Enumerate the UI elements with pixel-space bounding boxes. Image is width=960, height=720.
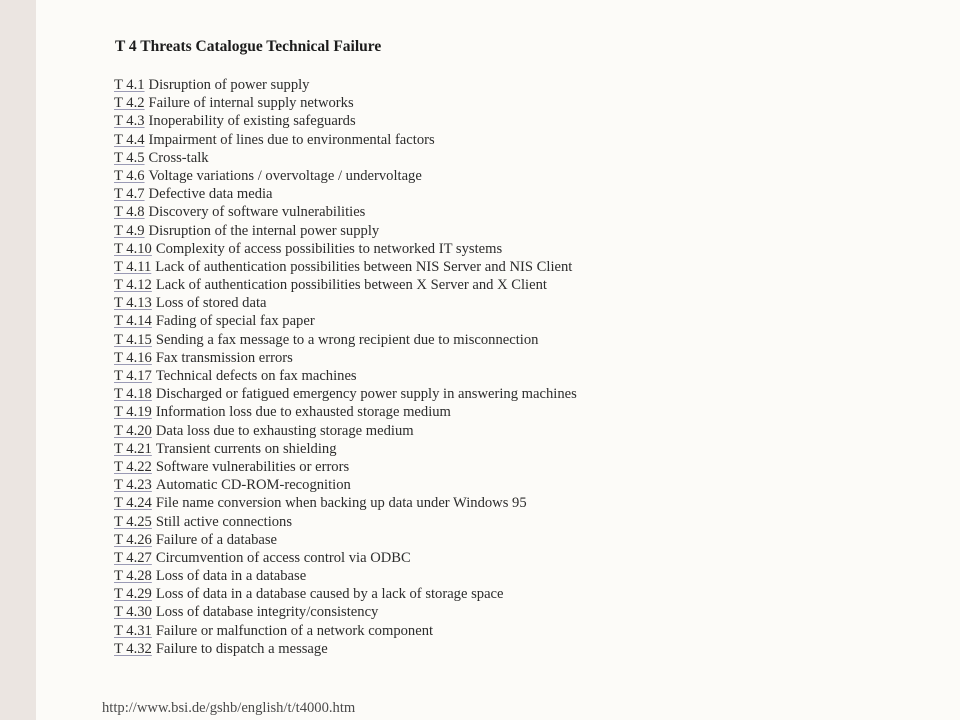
threat-title: File name conversion when backing up data under Windows 95 (155, 495, 527, 512)
threat-list-item[interactable] (114, 258, 577, 276)
threat-title: Loss of stored data (155, 295, 267, 312)
threat-list-item[interactable] (114, 585, 577, 603)
threat-title: Discharged or fatigued emergency power supply in answering machines (155, 386, 577, 403)
threat-code-link[interactable]: T 4.18 (114, 386, 152, 403)
threat-title: Transient currents on shielding (155, 440, 337, 457)
threat-code-link[interactable]: T 4.21 (114, 440, 152, 457)
threat-title: Information loss due to exhausted storage medium (155, 404, 451, 421)
threat-title: Technical defects on fax machines (155, 368, 357, 384)
threat-code-link[interactable]: T 4.30 (114, 604, 152, 621)
threat-list-item[interactable] (114, 385, 577, 403)
threat-list-item[interactable] (114, 185, 577, 203)
threat-title: Disruption of power supply (148, 77, 310, 93)
threat-list-item[interactable] (114, 94, 577, 112)
threat-list-item[interactable] (114, 367, 577, 385)
threat-list-item[interactable] (114, 476, 577, 494)
threat-code-link[interactable]: T 4.13 (114, 295, 152, 312)
threat-code-link[interactable]: T 4.20 (114, 422, 152, 439)
threat-code-link[interactable]: T 4.29 (114, 586, 152, 603)
threat-title: Lack of authentication possibilities between NIS Server and NIS Client (155, 258, 573, 275)
threat-list (114, 76, 577, 658)
threat-list-item[interactable] (114, 167, 577, 185)
threat-code-link[interactable]: T 4.23 (114, 477, 152, 494)
threat-list-item[interactable] (114, 531, 577, 549)
threat-title: Disruption of the internal power supply (148, 222, 380, 239)
threat-title: Discovery of software vulnerabilities (148, 204, 366, 221)
threat-list-item[interactable] (114, 440, 577, 458)
threat-title: Circumvention of access control via ODBC (155, 549, 411, 566)
threat-list-item[interactable] (114, 76, 577, 94)
threat-code-link[interactable]: T 4.25 (114, 513, 152, 530)
threat-code-link[interactable]: T 4.2 (114, 95, 145, 112)
threat-list-item[interactable] (114, 422, 577, 440)
threat-title: Failure of internal supply networks (148, 95, 354, 112)
threat-code-link[interactable]: T 4.16 (114, 349, 152, 366)
threat-code-link[interactable]: T 4.1 (114, 77, 145, 93)
threat-list-item[interactable] (114, 331, 577, 349)
threat-list-item[interactable] (114, 112, 577, 130)
threat-code-link[interactable]: T 4.3 (114, 113, 145, 130)
threat-code-link[interactable]: T 4.28 (114, 568, 152, 585)
threat-list-item[interactable] (114, 494, 577, 512)
threat-title: Failure to dispatch a message (155, 640, 328, 657)
threat-list-item[interactable] (114, 403, 577, 421)
threat-code-link[interactable]: T 4.7 (114, 186, 145, 203)
threat-list-item[interactable] (114, 549, 577, 567)
threat-code-link[interactable]: T 4.19 (114, 404, 152, 421)
threat-title: Software vulnerabilities or errors (155, 458, 350, 475)
threat-list-item[interactable] (114, 622, 577, 640)
page-title: T 4 Threats Catalogue Technical Failure (115, 38, 382, 55)
source-url: http://www.bsi.de/gshb/english/t/t4000.htm (102, 700, 356, 716)
threat-code-link[interactable]: T 4.6 (114, 167, 145, 184)
threat-code-link[interactable]: T 4.22 (114, 458, 152, 475)
threat-code-link[interactable]: T 4.26 (114, 531, 152, 548)
threat-title: Failure of a database (155, 531, 277, 548)
threat-code-link[interactable]: T 4.8 (114, 204, 145, 221)
threat-title: Loss of data in a database (155, 568, 307, 585)
threat-code-link[interactable]: T 4.5 (114, 149, 145, 166)
threat-code-link[interactable]: T 4.32 (114, 640, 152, 657)
threat-title: Cross-talk (148, 149, 209, 166)
threat-code-link[interactable]: T 4.11 (114, 258, 152, 275)
left-page-margin (0, 0, 36, 720)
threat-code-link[interactable]: T 4.12 (114, 277, 152, 294)
threat-list-item[interactable] (114, 567, 577, 585)
threat-list-item[interactable] (114, 203, 577, 221)
threat-list-item[interactable] (114, 640, 577, 658)
threat-title: Lack of authentication possibilities between X Server and X Client (155, 277, 547, 294)
threat-title: Automatic CD-ROM-recognition (155, 477, 351, 494)
threat-title: Defective data media (148, 186, 273, 203)
threat-title: Still active connections (155, 513, 293, 530)
threat-title: Sending a fax message to a wrong recipient due to misconnection (155, 331, 539, 348)
threat-list-item[interactable] (114, 349, 577, 367)
threat-code-link[interactable]: T 4.9 (114, 222, 145, 239)
threat-title: Inoperability of existing safeguards (148, 113, 356, 130)
threat-title: Failure or malfunction of a network component (155, 622, 434, 639)
threat-title: Data loss due to exhausting storage medium (155, 422, 414, 439)
threat-list-item[interactable] (114, 222, 577, 240)
threat-list-item[interactable] (114, 149, 577, 167)
threat-code-link[interactable]: T 4.17 (114, 368, 152, 384)
threat-list-item[interactable] (114, 240, 577, 258)
threat-list-item[interactable] (114, 312, 577, 330)
threat-code-link[interactable]: T 4.31 (114, 622, 152, 639)
threat-code-link[interactable]: T 4.10 (114, 240, 152, 257)
threat-title: Fax transmission errors (155, 349, 293, 366)
threat-code-link[interactable]: T 4.4 (114, 131, 145, 148)
threat-title: Impairment of lines due to environmental factors (148, 131, 435, 148)
threat-title: Voltage variations / overvoltage / undervoltage (148, 167, 422, 184)
threat-code-link[interactable]: T 4.24 (114, 495, 152, 512)
threat-list-item[interactable] (114, 131, 577, 149)
threat-list-item[interactable] (114, 458, 577, 476)
threat-code-link[interactable]: T 4.14 (114, 313, 152, 330)
threat-code-link[interactable]: T 4.15 (114, 331, 152, 348)
threat-list-item[interactable] (114, 513, 577, 531)
threat-list-item[interactable] (114, 276, 577, 294)
threat-list-item[interactable] (114, 294, 577, 312)
threat-code-link[interactable]: T 4.27 (114, 549, 152, 566)
threat-title: Loss of data in a database caused by a lack of storage space (155, 586, 504, 603)
threat-title: Fading of special fax paper (155, 313, 315, 330)
threat-list-item[interactable] (114, 603, 577, 621)
threat-title: Complexity of access possibilities to networked IT systems (155, 240, 503, 257)
threat-title: Loss of database integrity/consistency (155, 604, 379, 621)
